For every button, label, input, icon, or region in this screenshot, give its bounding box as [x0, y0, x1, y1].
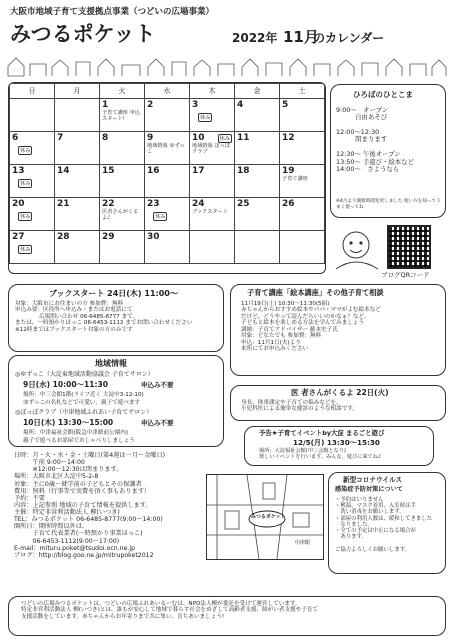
- calendar-day: [190, 198, 235, 231]
- closed-badge: 休み: [20, 148, 31, 154]
- day-number: 10: [192, 133, 205, 143]
- page-title: みつるポケット: [10, 22, 156, 46]
- corona-title: 新型コロナウイルス: [343, 476, 402, 484]
- lecture-title: 子育て講座「絵本講座」その他子育て相談: [247, 288, 384, 297]
- info-line: 子育て代表業者(一時預かり事業ほっこ): [14, 530, 143, 538]
- info-line: TEL：みつるポケット 06-6485-8777(9:00〜14:00): [14, 516, 163, 524]
- local-item2-note: 親子で遊べるお部屋でおしゃべりしましょう: [23, 438, 135, 444]
- day-number: 24: [192, 199, 205, 209]
- calendar-day: [55, 165, 100, 198]
- day-number: 27: [12, 232, 25, 242]
- calendar-day: [145, 231, 190, 264]
- corona-line: ・部屋の利用人数は、緩和してきました: [335, 515, 433, 522]
- info-line: 主催：特定非営利活動法人 柳(いつき): [14, 509, 120, 516]
- schedule-list: [336, 107, 414, 173]
- calendar-day: [100, 132, 145, 165]
- calendar-day: [280, 99, 325, 132]
- calendar-day: [10, 198, 55, 231]
- day-number: 13: [12, 166, 25, 176]
- calendar-day: [280, 231, 325, 264]
- info-line: 日時：月・火・水・金・土曜日(第4週は一月〜金曜日): [14, 452, 166, 459]
- day-event: 医者さんがくるよ♪: [102, 209, 139, 221]
- calendar-day: [55, 99, 100, 132]
- calendar-day: [100, 165, 145, 198]
- qr-label: ブログQRコード: [381, 271, 430, 279]
- day-number: 3: [192, 100, 199, 110]
- info-line: 費用：無料（行事等で実費を頂く事もあります）: [14, 487, 151, 495]
- bookstart-line: または、一時預かりほっこ 06-6453-1112 までお問い合わせください: [15, 320, 193, 327]
- corona-line: ・全ての予定は中止になる場合が: [335, 528, 416, 535]
- schedule-row: 9:00〜 オープン: [336, 106, 389, 114]
- day-number: 11: [237, 133, 250, 143]
- day-number: 14: [57, 166, 70, 176]
- day-number: 9: [147, 133, 154, 143]
- doctor-box: [230, 385, 446, 421]
- corona-box: [328, 472, 446, 574]
- notice-title: 予告★子育てイベントby大淀 まるごと遊び: [259, 429, 385, 437]
- day-number: 18: [237, 166, 250, 176]
- weekday-header: 土: [280, 84, 325, 99]
- notice-line: 場所：大淀福祉会館(中三会館となり): [259, 448, 347, 454]
- day-number: 21: [57, 199, 70, 209]
- closed-badge: 休み: [200, 115, 211, 121]
- info-line: 06-6453-1112(9:00〜17:00): [14, 537, 120, 545]
- day-event: ブックスタート: [192, 209, 228, 215]
- info-line: 開所日：開所時間以外は、: [14, 523, 89, 531]
- lecture-line: だけど、どうやって読んだらいいのかなぁ？など、: [241, 313, 370, 320]
- header-month: 11月: [283, 28, 319, 46]
- closed-badge: 休み: [219, 136, 230, 142]
- weekday-header: 木: [190, 84, 235, 99]
- day-number: 12: [282, 133, 295, 143]
- day-number: 23: [147, 199, 160, 209]
- info-line: 予約：不要: [14, 494, 45, 502]
- calendar-day: [10, 231, 55, 264]
- calendar-day: [190, 132, 235, 165]
- local-item1-place: 場所：中三会館1階(ライフ近く 大淀中3-12-10): [23, 392, 144, 398]
- calendar-day: [190, 165, 235, 198]
- calendar-day: [145, 132, 190, 165]
- calendar-day: [280, 165, 325, 198]
- local-item1-apply: 申込み不要: [141, 381, 174, 389]
- footer-text: [21, 601, 318, 620]
- corona-title2: 感染症予防対策について: [335, 486, 403, 493]
- info-line: E-mail：mituru.poket@tsudoi.ocn.ne.jp: [14, 544, 135, 552]
- calendar-day: [100, 231, 145, 264]
- day-number: 15: [102, 166, 115, 176]
- weekday-header: 水: [145, 84, 190, 99]
- day-event: 地域情報 ゆずっこ: [147, 143, 185, 155]
- bookstart-line: 広場問い合わせ 06-6485-8777 まで。: [15, 313, 139, 320]
- calendar-day: [10, 132, 55, 165]
- lecture-line: 申込：11月1日(火)より: [241, 339, 301, 346]
- day-number: 17: [192, 166, 205, 176]
- schedule-row: 閉まります: [336, 135, 388, 144]
- schedule-row: 12:30〜 午後オープン: [336, 150, 401, 159]
- header-suffix: のカレンダー: [313, 31, 385, 45]
- lecture-box: [230, 284, 446, 376]
- corona-line: 洗い消毒をお願いします。: [335, 509, 405, 516]
- footer-line: 支援活動をしています。赤ちゃんからお年寄りまで共に集い、育ちあいましょう!: [21, 613, 225, 620]
- map-label-pocket: みつるポケット: [251, 514, 286, 520]
- calendar-day: [190, 99, 235, 132]
- info-line: 内容：上記参照 地域の子育て情報を提供します。: [14, 501, 152, 509]
- local-item2-date: 10日(木) 13:30〜15:00: [23, 418, 114, 427]
- calendar-day: [190, 231, 235, 264]
- local-item1-date: 9日(水) 10:00〜11:30: [23, 380, 108, 389]
- weekday-header: 火: [100, 84, 145, 99]
- notice-box: [244, 426, 434, 466]
- calendar-day: [10, 99, 55, 132]
- info-line: ブログ：http://blog.goo.ne.jp/mitrupoket2012: [14, 551, 154, 559]
- calendar-day: [235, 132, 280, 165]
- calendar-day: [55, 198, 100, 231]
- calendar-day: [235, 99, 280, 132]
- day-number: 25: [237, 199, 250, 209]
- bookstart-line: ※12時まではブックスタート対象の方のみです: [15, 326, 133, 333]
- bookstart-box: [8, 284, 224, 352]
- corona-line: あります。: [335, 534, 367, 541]
- map: [206, 474, 324, 560]
- calendar-day: [235, 231, 280, 264]
- day-event: 子育て講座 申込 スタート!: [102, 110, 140, 122]
- bookstart-title: ブックスタート 24日(木) 11:00〜: [49, 289, 178, 298]
- notice-line: 楽しいイベントを行います、みんな、遊びに来てね♪: [259, 453, 382, 460]
- local-item2-title: ◎ぽっぽクラブ（中津地域ふれあい子育てサロン）: [15, 409, 153, 416]
- map-label-station: 中津駅: [295, 540, 311, 546]
- day-number: 16: [147, 166, 160, 176]
- lecture-line: 11月19日(土) 10:30〜11:30(5組): [241, 301, 330, 307]
- day-number: 7: [57, 133, 64, 143]
- local-item2-apply: 申込み不要: [141, 419, 174, 427]
- footer-line: 特定非営利活動法人 柳(いつき)とは、誰もが安心して地域で暮らす社会をめざして高齢者支援、障がい者支援や子育て: [21, 607, 319, 614]
- lecture-line: 対象：どなたでも 参加費：無料: [241, 333, 322, 340]
- schedule-row: 14:00〜 さようなら: [336, 164, 400, 173]
- calendar-day: [100, 198, 145, 231]
- lecture-line: 来所にてお申込みください: [241, 345, 309, 352]
- local-info-box: [8, 355, 224, 447]
- lecture-line: 赤ちゃんからおすすめ絵本やパパ・ママがよむ絵本など: [241, 307, 381, 314]
- info-line: 対象：主に0歳〜就学前の子どもとその保護者: [14, 480, 142, 488]
- weekday-header: 金: [235, 84, 280, 99]
- corona-details: [335, 497, 432, 553]
- corona-line: ・予約はいりません: [335, 497, 384, 503]
- character-illustration: [328, 225, 386, 271]
- header-subtitle: 大阪市地域子育て支援拠点事業（つどいの広場事業）: [10, 7, 215, 17]
- day-number: 22: [102, 199, 115, 209]
- local-item1-note: ゆずっこの名札などで可愛い、親子で遊べます: [23, 400, 141, 406]
- doctor-line: 小児科医による簡単な健診のような相談です。: [241, 406, 359, 413]
- day-number: 8: [102, 133, 109, 143]
- schedule-row: 13:50〜 手遊び・絵本など: [336, 157, 414, 166]
- day-number: 6: [12, 133, 19, 143]
- schedule-note: ※4月より開催時間変更しました 使い方を知ってうまく使ってね: [336, 199, 441, 210]
- qr-code-icon[interactable]: [387, 225, 431, 269]
- calendar-day: [100, 99, 145, 132]
- closed-badge: 休み: [20, 181, 31, 187]
- calendar-day: [145, 165, 190, 198]
- lecture-details: [241, 301, 381, 352]
- info-line: 午前 9:00〜14:00: [14, 459, 85, 467]
- notice-date: 12/5(月) 13:30〜15:30: [293, 438, 380, 447]
- lecture-line: 子どもと絵本を楽しめる方法を学んでみましょう: [241, 320, 365, 327]
- closed-badge: 休み: [155, 214, 166, 220]
- day-number: 28: [57, 232, 70, 242]
- day-number: 2: [147, 100, 154, 110]
- calendar-day: [235, 198, 280, 231]
- calendar-day: [10, 165, 55, 198]
- calendar-day: [145, 198, 190, 231]
- doctor-title: 医 者さんがくるよ 22日(火): [291, 388, 389, 397]
- calendar-day: [145, 99, 190, 132]
- bookstart-line: 対象：大阪市にお住まいの方 参加費：無料: [15, 301, 124, 307]
- info-line: ※12:00〜12:30は閉まります。: [14, 466, 123, 474]
- calendar-day: [280, 198, 325, 231]
- local-title: 地域情報: [95, 359, 127, 368]
- schedule-title: ひろばのひとこま: [353, 90, 413, 99]
- day-number: 26: [282, 199, 295, 209]
- day-number: 5: [282, 100, 289, 110]
- day-number: 4: [237, 100, 244, 110]
- calendar-day: [235, 165, 280, 198]
- day-number: 30: [147, 232, 160, 242]
- weekday-header: 日: [10, 84, 55, 99]
- facility-info: [14, 452, 165, 559]
- day-number: 29: [102, 232, 115, 242]
- day-event: 子育て講座: [282, 176, 308, 182]
- weekday-header: 月: [55, 84, 100, 99]
- corona-line: ご協力よろしくお願いします。: [335, 546, 411, 553]
- lecture-line: 講師：子育てアドバイザー 藤本史子氏: [241, 326, 338, 333]
- closed-badge: 休み: [20, 214, 31, 220]
- houses-decoration: [6, 52, 447, 78]
- local-item2-place: 場所：中津福祉会館(阪急中津駅前公園内): [23, 430, 129, 436]
- calendar-day: [55, 132, 100, 165]
- bookstart-details: [15, 301, 192, 333]
- calendar-day: [280, 132, 325, 165]
- schedule-box: [330, 84, 446, 218]
- calendar: [8, 82, 326, 274]
- local-item1-title: ◎ゆずっこ（大淀東地域活動協議会 子育てサロン）: [15, 371, 154, 378]
- day-number: 1: [102, 100, 109, 110]
- bookstart-line: 申込み要：区役所へ申込み・またはお電話にて: [15, 307, 133, 314]
- header-year: 2022年: [232, 31, 278, 45]
- day-number: 19: [282, 166, 295, 176]
- day-number: 20: [12, 199, 25, 209]
- calendar-day: [55, 231, 100, 264]
- schedule-row: 自由あそび: [336, 113, 388, 122]
- info-line: 場所：大阪市北区大淀中5-2-8: [14, 473, 99, 481]
- schedule-row: 12:00〜12:30: [336, 128, 380, 137]
- closed-badge: 休み: [20, 247, 31, 253]
- footer-line: つどいの広場みつるポケットは、つどいの広場ふれあいるーむは、NPO法人柳が委託を受けて運営しています。: [21, 601, 301, 607]
- doctor-line: 身長、体重測定や子育ての悩みなどを、: [241, 400, 342, 406]
- corona-line: なりました。: [335, 521, 373, 528]
- corona-line: ・検温、マスク着用、入室時は手: [335, 503, 416, 510]
- notice-details: [259, 449, 381, 461]
- day-event: 地域情報 ぽっぽクラブ: [192, 143, 230, 155]
- doctor-details: [241, 400, 358, 413]
- footer-box: [8, 596, 446, 636]
